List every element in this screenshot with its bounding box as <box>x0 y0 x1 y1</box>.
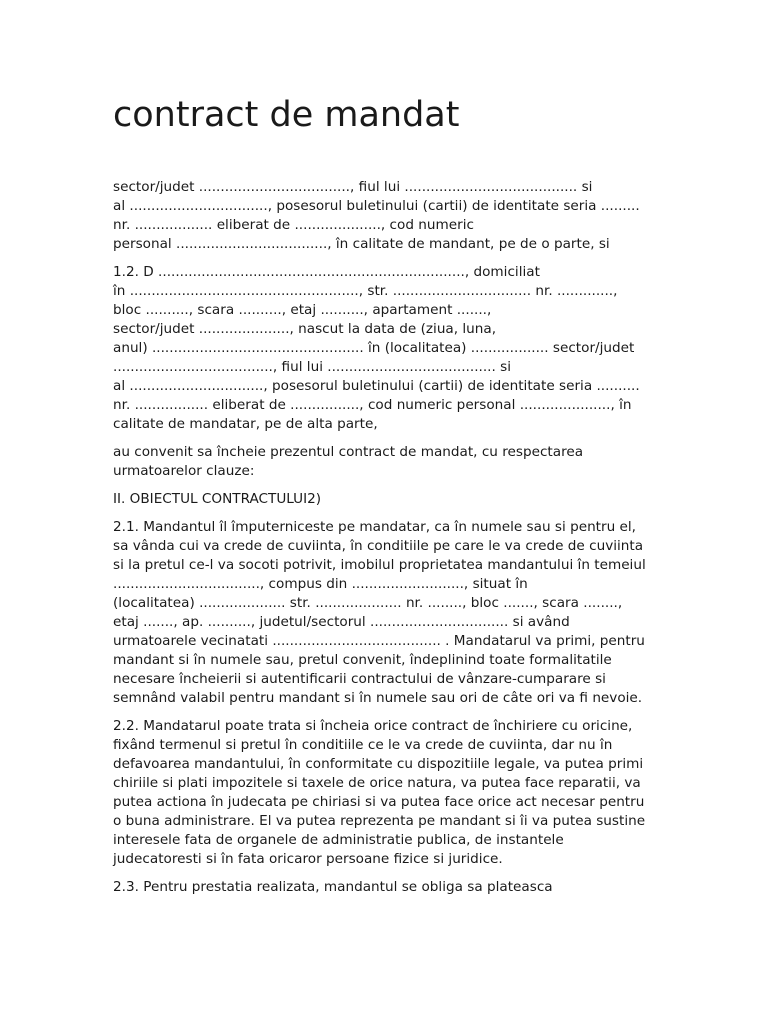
text-line: urmatoarelor clauze: <box>113 463 255 479</box>
text-line: mandant si în numele sau, pretul convenit, îndeplinind toate formalitatile <box>113 652 612 668</box>
document-title: contract de mandat <box>113 95 460 135</box>
paragraph-6 <box>113 717 658 869</box>
paragraph-7 <box>113 878 658 897</box>
paragraph-3 <box>113 443 658 481</box>
text-line: interesele fata de organele de administratie publica, de instantele <box>113 832 564 848</box>
text-line: putea actiona în judecata pe chiriasi si va putea face orice act necesar pentru <box>113 794 645 810</box>
text-line: fixând termenul si pretul în conditiile ce le va crede de cuviinta, dar nu în <box>113 737 613 753</box>
text-line: necesare încheierii si autentificarii contractului de vânzare-cumparare si <box>113 671 606 687</box>
text-line: .................................., compus din .........................., situat în <box>113 576 528 592</box>
text-line: au convenit sa încheie prezentul contract de mandat, cu respectarea <box>113 444 584 460</box>
text-line: 2.3. Pentru prestatia realizata, mandantul se obliga sa plateasca <box>113 879 553 895</box>
text-line: bloc .........., scara .........., etaj .........., apartament ......., <box>113 302 492 318</box>
text-line: judecatoresti si în fata oricaror persoane fizice si juridice. <box>113 851 503 867</box>
text-line: (localitatea) .................... str. .................... nr. ........, bloc ......., scara ........, <box>113 595 623 611</box>
text-line: nr. .................. eliberat de ...................., cod numeric <box>113 217 474 233</box>
text-line: si la pretul ce-l va socoti potrivit, imobilul proprietatea mandantului în temeiul <box>113 557 646 573</box>
text-line: sector/judet ..................................., fiul lui ........................................ si <box>113 179 593 195</box>
text-line: chiriile si plati impozitele si taxele de orice natura, va putea face reparatii, va <box>113 775 641 791</box>
text-line: sector/judet ....................., nascut la data de (ziua, luna, <box>113 321 497 337</box>
text-line: semnând valabil pentru mandant si în numele sau ori de câte ori va fi nevoie. <box>113 690 643 706</box>
text-line: sa vânda cui va crede de cuviinta, în conditiile pe care le va crede de cuviinta <box>113 538 644 554</box>
text-line: în ....................................................., str. ................................ nr. ............., <box>113 283 618 299</box>
text-line: defavoarea mandantului, în conformitate cu dispozitiile legale, va putea primi <box>113 756 644 772</box>
text-line: nr. ................. eliberat de ................, cod numeric personal ....................., în <box>113 397 632 413</box>
document-page <box>113 0 658 906</box>
text-line: o buna administrare. El va putea reprezenta pe mandant si îi va putea sustine <box>113 813 646 829</box>
text-line: anul) ................................................. în (localitatea) .................. sector/judet <box>113 340 635 356</box>
text-line: ....................................., fiul lui ....................................... si <box>113 359 511 375</box>
text-line: 1.2. D ......................................................................., domiciliat <box>113 264 540 280</box>
text-line: urmatoarele vecinatati ....................................... . Mandatarul va primi, pentru <box>113 633 645 649</box>
paragraph-2 <box>113 263 658 434</box>
text-line: al ................................, posesorul buletinului (cartii) de identitate seria ......... <box>113 198 640 214</box>
text-line: al ..............................., posesorul buletinului (cartii) de identitate seria .......... <box>113 378 640 394</box>
text-line: personal ..................................., în calitate de mandant, pe de o parte, si <box>113 236 610 252</box>
text-line: etaj ......., ap. .........., judetul/sectorul ................................ si având <box>113 614 570 630</box>
paragraph-4 <box>113 490 658 509</box>
document-body <box>113 178 658 897</box>
text-line: II. OBIECTUL CONTRACTULUI2) <box>113 491 322 507</box>
text-line: 2.2. Mandatarul poate trata si încheia orice contract de închiriere cu oricine, <box>113 718 633 734</box>
text-line: 2.1. Mandantul îl împuterniceste pe mandatar, ca în numele sau si pentru el, <box>113 519 637 535</box>
paragraph-5 <box>113 518 658 708</box>
paragraph-1 <box>113 178 658 254</box>
text-line: calitate de mandatar, pe de alta parte, <box>113 416 378 432</box>
